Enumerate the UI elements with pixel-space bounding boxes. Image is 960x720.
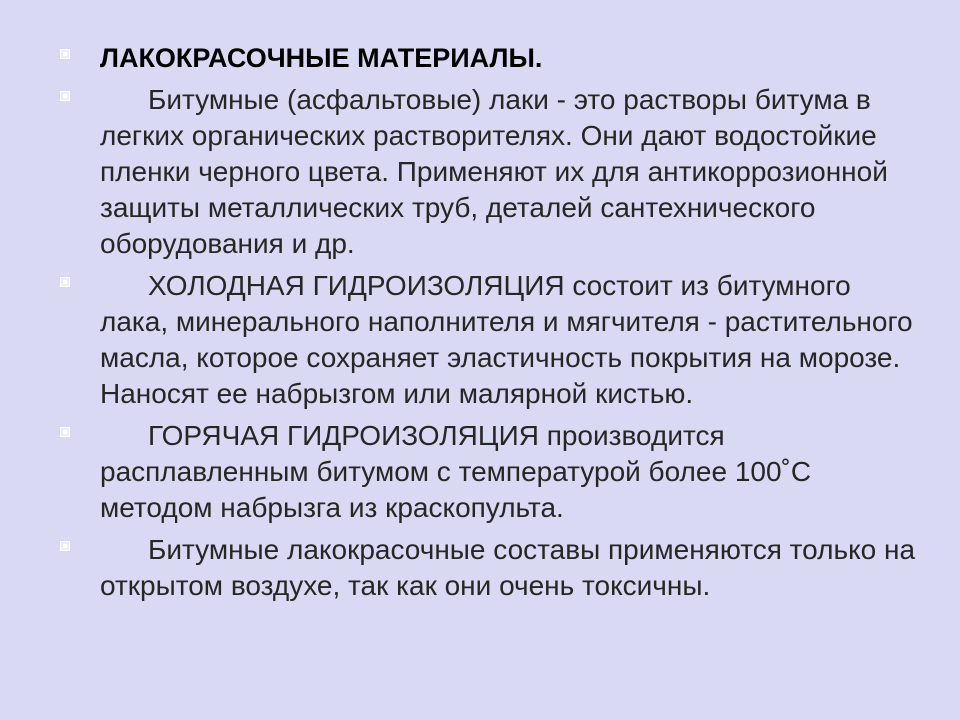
list-item (60, 532, 920, 604)
list-item (60, 418, 920, 526)
list-item-title (60, 40, 920, 76)
square-bullet-icon (60, 277, 70, 287)
list-item (60, 82, 920, 262)
paragraph-bitumen-lacquers: Битумные (асфальтовые) лаки - это растворы битума в легких органических растворителях. Они дают водостойкие пленки черного цвета. Применяют их для антикоррозионной защиты металлических труб, деталей сантехнического оборудования и др. (100, 84, 888, 259)
slide-title: ЛАКОКРАСОЧНЫЕ МАТЕРИАЛЫ. (100, 43, 543, 73)
square-bullet-icon (60, 541, 70, 551)
list-item (60, 268, 920, 412)
bullet-list (60, 40, 920, 610)
paragraph-cold-waterproofing: ХОЛОДНАЯ ГИДРОИЗОЛЯЦИЯ состоит из битумного лака, минерального наполнителя и мягчителя - растительного масла, которое сохраняет эластичность покрытия на морозе. Наносят ее набрызгом или малярной кистью. (100, 270, 913, 409)
square-bullet-icon (60, 49, 70, 59)
square-bullet-icon (60, 427, 70, 437)
paragraph-hot-waterproofing: ГОРЯЧАЯ ГИДРОИЗОЛЯЦИЯ производится расплавленным битумом с температурой более 100˚С методом набрызга из краскопульта. (100, 420, 812, 523)
paragraph-toxicity-note: Битумные лакокрасочные составы применяются только на открытом воздухе, так как они очень токсичны. (100, 534, 916, 601)
square-bullet-icon (60, 91, 70, 101)
